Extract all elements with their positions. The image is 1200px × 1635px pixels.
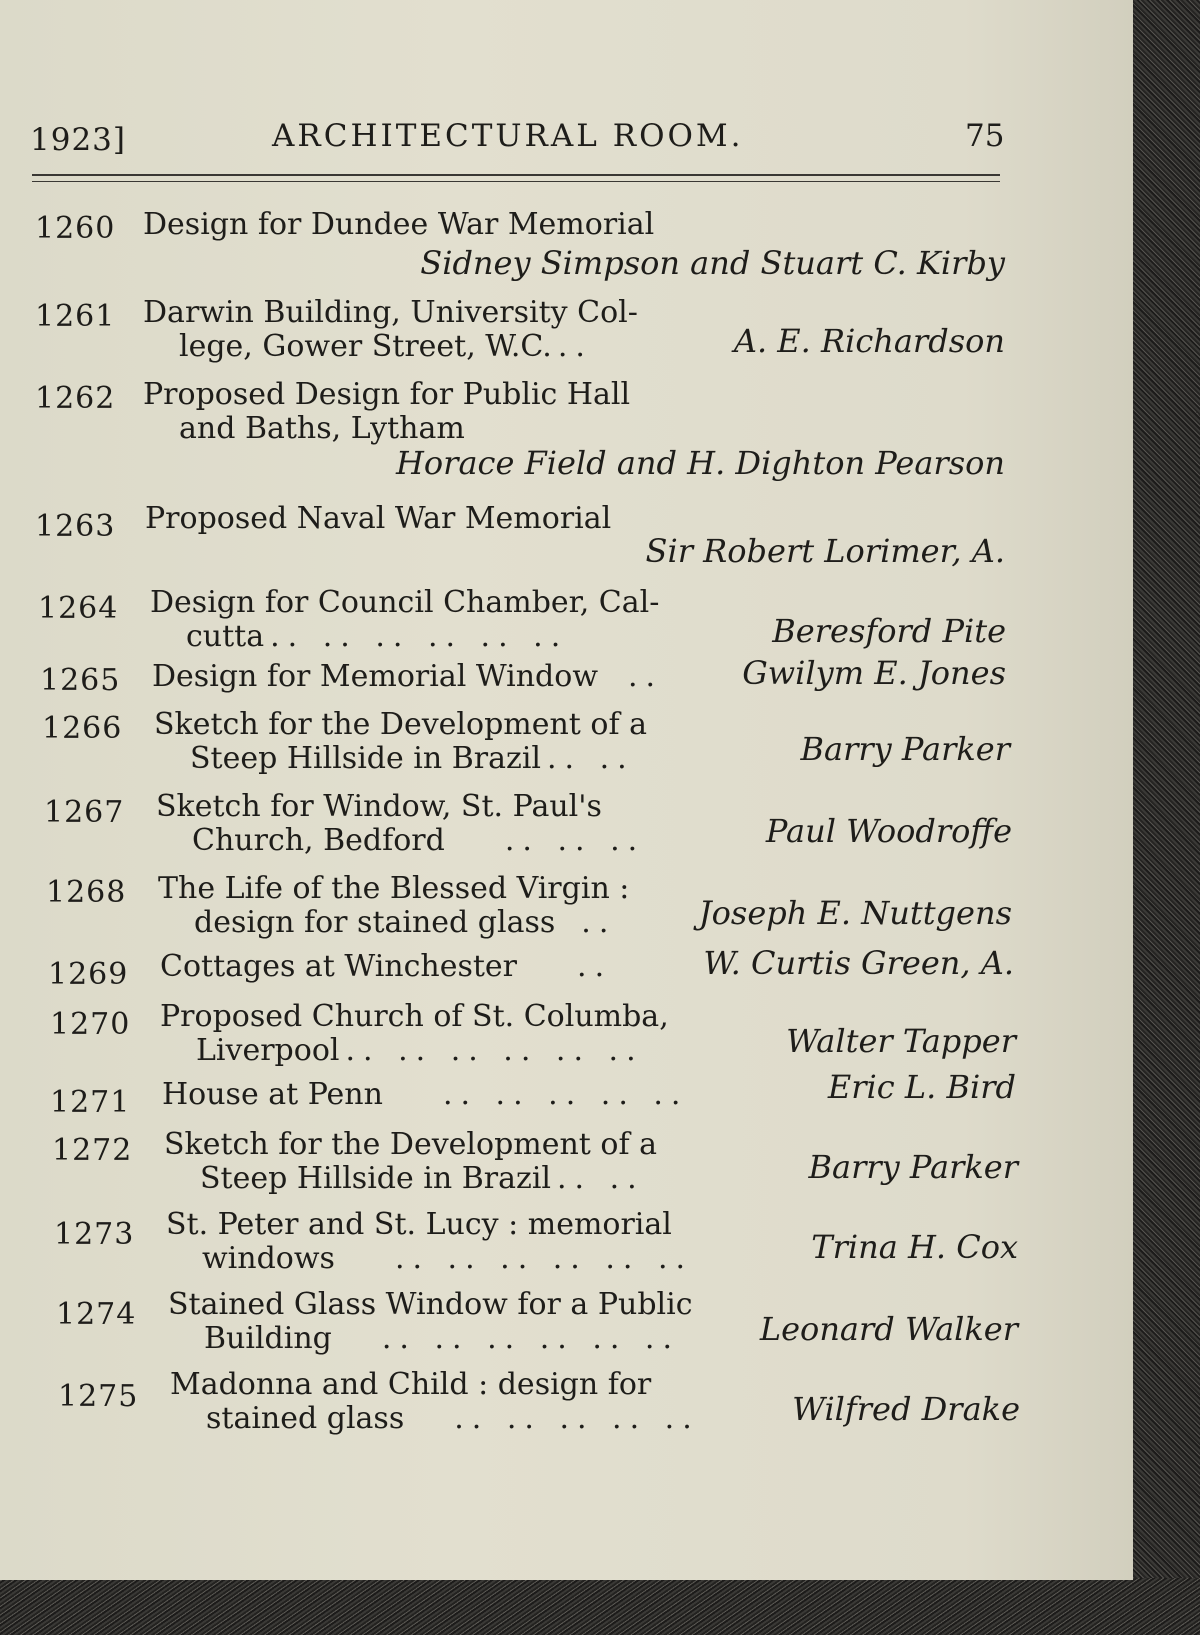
- entry-title: [143, 378, 630, 446]
- entry-artist: Walter Tapper: [786, 1022, 1016, 1060]
- entry-artist: Barry Parker: [800, 730, 1010, 768]
- dot-leader: ..: [628, 659, 664, 694]
- header-rule-thin: [32, 181, 1000, 182]
- entry-title: [152, 660, 663, 694]
- entry-artist: Sir Robert Lorimer, A.: [645, 532, 1005, 570]
- catalogue-entry: [46, 872, 1012, 944]
- entry-title-line: Liverpool: [196, 1033, 340, 1068]
- entry-title: [158, 872, 629, 940]
- entry-number: 1262: [35, 381, 116, 416]
- entry-title-line: Proposed Church of St. Columba,: [160, 999, 669, 1034]
- entry-artist: Paul Woodroffe: [765, 812, 1012, 850]
- catalogue-entry: [35, 296, 1005, 368]
- dot-leader: .. .. ..: [504, 823, 646, 858]
- entry-title-line: Design for Council Chamber, Cal-: [150, 585, 660, 620]
- entry-title-line: Proposed Naval War Memorial: [145, 501, 612, 536]
- entry-artist: W. Curtis Green, A.: [703, 944, 1014, 982]
- catalogue-entry: [40, 654, 1006, 700]
- entry-artist: Sidney Simpson and Stuart C. Kirby: [420, 244, 1005, 282]
- entry-artist: Horace Field and H. Dighton Pearson: [395, 444, 1005, 482]
- dot-leader: ..: [557, 329, 593, 364]
- entry-number: 1274: [56, 1297, 137, 1332]
- entry-artist: Beresford Pite: [772, 612, 1006, 650]
- catalogue-entry: [35, 378, 1005, 488]
- entry-title-line: Darwin Building, University Col-: [143, 295, 638, 330]
- entry-number: 1273: [54, 1217, 135, 1252]
- entry-title-line: Cottages at Winchester: [160, 949, 518, 984]
- dot-leader: ..: [577, 949, 613, 984]
- entry-title: [170, 1368, 700, 1436]
- entry-artist: Eric L. Bird: [827, 1068, 1016, 1106]
- entry-title-line: House at Penn: [162, 1077, 383, 1112]
- entry-title-line: design for stained glass: [194, 905, 556, 940]
- catalogue-entry: [52, 1128, 1018, 1200]
- entry-title-line: Building: [204, 1321, 332, 1356]
- entry-number: 1271: [50, 1085, 131, 1120]
- entry-number: 1264: [38, 591, 119, 626]
- entry-title-line: and Baths, Lytham: [179, 411, 465, 446]
- catalogue-entry: [48, 944, 1014, 992]
- entry-number: 1260: [35, 211, 116, 246]
- entry-title-line: stained glass: [206, 1401, 405, 1436]
- entry-title-line: Madonna and Child : design for: [170, 1367, 652, 1402]
- entry-title-line: Steep Hillside in Brazil: [190, 741, 542, 776]
- dot-leader: .. .. .. .. ..: [442, 1077, 689, 1112]
- entry-title-line: Stained Glass Window for a Public: [168, 1287, 693, 1322]
- entry-title: [164, 1128, 657, 1196]
- entry-number: 1268: [46, 875, 127, 910]
- entry-title-line: Sketch for Window, St. Paul's: [156, 789, 602, 824]
- header-year: 1923]: [30, 122, 126, 158]
- entry-title-line: Sketch for the Development of a: [164, 1127, 657, 1162]
- entry-title-line: St. Peter and St. Lucy : memorial: [166, 1207, 672, 1242]
- entry-title: [145, 502, 611, 536]
- catalogue-entry: [35, 502, 1005, 574]
- entry-number: 1272: [52, 1133, 133, 1168]
- entry-artist: Barry Parker: [808, 1148, 1018, 1186]
- running-title: ARCHITECTURAL ROOM.: [272, 118, 744, 154]
- entry-title-line: cutta: [186, 619, 265, 654]
- dot-leader: .. .. .. .. .. ..: [270, 619, 569, 654]
- entry-title-line: Church, Bedford: [192, 823, 445, 858]
- entry-title: [154, 708, 647, 776]
- entry-title-line: Sketch for the Development of a: [154, 707, 647, 742]
- catalogue-entry: [50, 1068, 1016, 1120]
- dot-leader: ..: [581, 905, 617, 940]
- entry-number: 1261: [35, 299, 116, 334]
- entry-number: 1270: [50, 1007, 131, 1042]
- entry-number: 1269: [48, 957, 129, 992]
- entry-title: [143, 296, 638, 364]
- entry-title: [160, 950, 612, 984]
- entry-title-line: lege, Gower Street, W.C.: [179, 329, 552, 364]
- entry-title-line: Proposed Design for Public Hall: [143, 377, 631, 412]
- page-header: [0, 112, 1133, 162]
- header-rule: [32, 174, 1000, 176]
- dot-leader: .. .. .. .. .. ..: [394, 1241, 694, 1276]
- entry-title-line: The Life of the Blessed Virgin :: [158, 871, 630, 906]
- dot-leader: .. .. .. .. .. ..: [345, 1033, 644, 1068]
- catalogue-entry: [58, 1368, 1020, 1440]
- entry-title: [156, 790, 645, 858]
- entry-artist: Gwilym E. Jones: [742, 654, 1006, 692]
- book-edge: [1125, 0, 1200, 1635]
- catalogue-entry: [35, 208, 1005, 280]
- entry-title: [166, 1208, 693, 1276]
- entry-number: 1266: [42, 711, 123, 746]
- entry-title-line: Design for Memorial Window: [152, 659, 599, 694]
- entry-title-line: Design for Dundee War Memorial: [143, 207, 655, 242]
- entry-number: 1265: [40, 663, 121, 698]
- entry-artist: Trina H. Cox: [811, 1228, 1018, 1266]
- book-bottom-edge: [0, 1578, 1200, 1635]
- entry-artist: Leonard Walker: [759, 1310, 1018, 1348]
- entry-artist: A. E. Richardson: [733, 322, 1005, 360]
- entry-title: [143, 208, 654, 242]
- page-number: 75: [965, 118, 1005, 154]
- catalogue-entry: [44, 790, 1012, 862]
- catalogue-entry: [50, 1000, 1016, 1072]
- entry-title: [160, 1000, 669, 1068]
- dot-leader: .. .. .. .. .. ..: [381, 1321, 681, 1356]
- entry-title-line: Steep Hillside in Brazil: [200, 1161, 552, 1196]
- entry-title: [150, 586, 659, 654]
- entry-artist: Joseph E. Nuttgens: [698, 894, 1012, 932]
- catalogue-entry: [54, 1208, 1018, 1280]
- entry-artist: Wilfred Drake: [792, 1390, 1020, 1428]
- dot-leader: .. ..: [557, 1161, 645, 1196]
- catalogue-entry: [38, 586, 1006, 658]
- entry-number: 1275: [58, 1379, 139, 1414]
- entry-title-line: windows: [202, 1241, 335, 1276]
- entry-title: [168, 1288, 693, 1356]
- dot-leader: .. .. .. .. ..: [454, 1401, 700, 1436]
- entry-number: 1267: [44, 795, 125, 830]
- entry-number: 1263: [35, 509, 116, 544]
- catalogue-entry: [56, 1288, 1018, 1360]
- entry-title: [162, 1078, 688, 1112]
- dot-leader: .. ..: [547, 741, 635, 776]
- catalogue-entry: [42, 708, 1010, 780]
